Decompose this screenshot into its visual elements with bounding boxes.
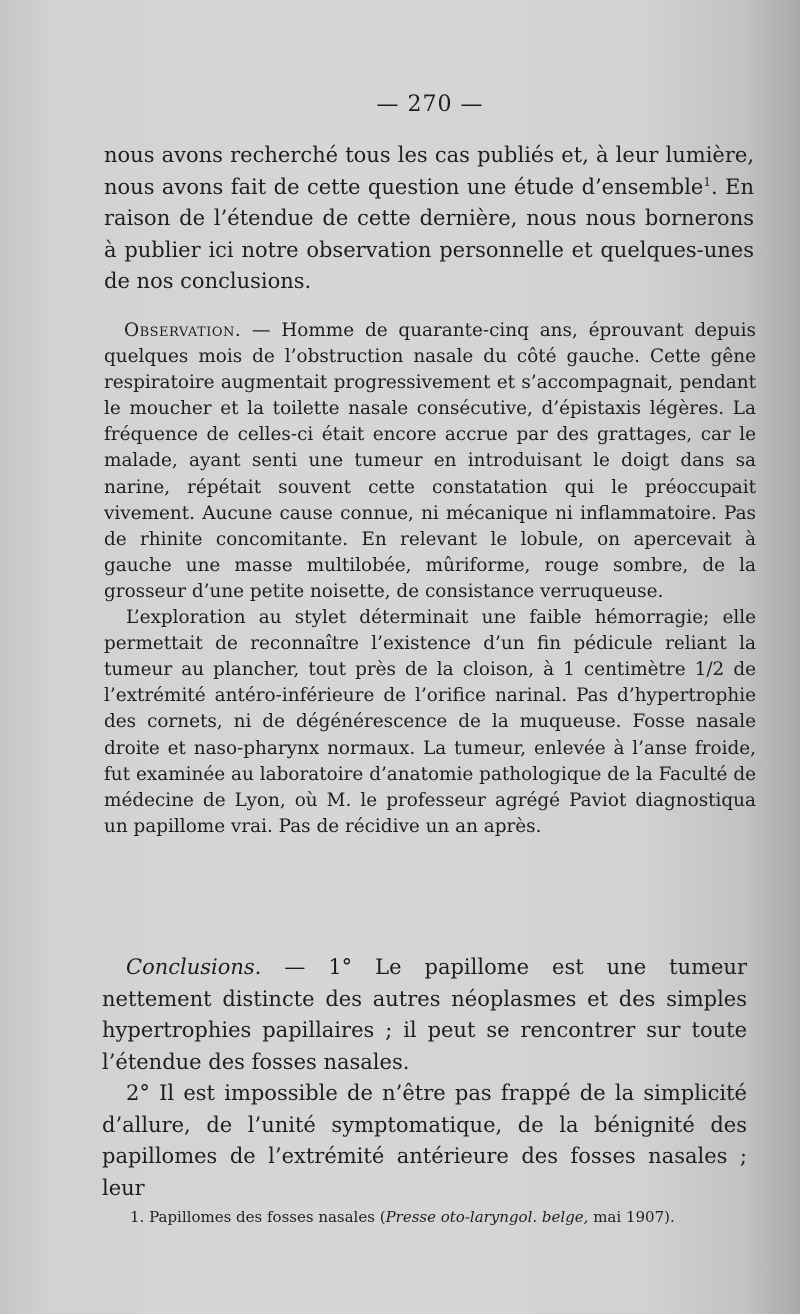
footnote <box>130 1206 750 1228</box>
intro-text-continued: . En raison de l’étendue de cette dernière, nous nous bornerons à publier ici notre observation personnelle et quelques-unes de nos conclusions. <box>104 174 754 293</box>
conclusions-paragraph-1 <box>102 952 747 1078</box>
footnote-source: Presse oto-laryngol. belge, <box>385 1208 589 1226</box>
observation-text-1: — Homme de quarante-cinq ans, éprouvant depuis quelques mois de l’obstruction nasale du côté gauche. Cette gêne respiratoire augmentait progressivement et s’accompagnait, pendant le moucher et la toilette nasale consécutive, d’épistaxis légères. La fréquence de celles-ci était encore accrue par des grattages, car le malade, ayant senti une tumeur en introduisant le doigt dans sa narine, répétait souvent cette constatation qui le préoccupait vivement. Aucune cause connue, ni mécanique ni inflammatoire. Pas de rhinite concomitante. En relevant le lobule, on apercevait à gauche une masse multilobée, mûriforme, rouge sombre, de la grosseur d’une petite noisette, de consistance verruqueuse. <box>104 320 756 602</box>
footnote-reference: 1 <box>703 174 711 189</box>
footnote-marker: 1. <box>130 1208 145 1226</box>
conclusions-text-1: — 1° Le papillome est une tumeur nettement distincte des autres néoplasmes et des simples hypertrophies papillaires ; il peut se rencontrer sur toute l’étendue des fosses nasales. <box>102 955 747 1074</box>
footnote-title: Papillomes des fosses nasales ( <box>149 1208 386 1226</box>
conclusions-section <box>102 952 747 1204</box>
footnote-date: mai 1907). <box>588 1208 675 1226</box>
observation-paragraph-2: L’exploration au stylet déterminait une faible hémorragie; elle permettait de reconnaître l’existence d’un fin pédicule reliant la tumeur au plancher, tout près de la cloison, à 1 centimètre 1/2 de l’extrémité antéro-inférieure de l’orifice narinal. Pas d’hypertrophie des cornets, ni de dégénérescence de la muqueuse. Fosse nasale droite et naso-pharynx normaux. La tumeur, enlevée à l’anse froide, fut examinée au laboratoire d’anatomie pathologique de la Faculté de médecine de Lyon, où M. le professeur agrégé Paviot diagnostiqua un papillome vrai. Pas de récidive un an après. <box>104 607 756 837</box>
intro-text: nous avons recherché tous les cas publiés et, à leur lumière, nous avons fait de cette question une étude d’ensemble <box>104 143 754 199</box>
page-number: — 270 — <box>376 92 484 117</box>
observation-heading: Observation. <box>124 320 242 341</box>
observation-paragraph-1 <box>104 318 756 605</box>
conclusions-heading: Conclusions. <box>126 955 262 979</box>
observation-section <box>104 318 756 840</box>
intro-paragraph <box>104 140 754 298</box>
conclusions-paragraph-2: 2° Il est impossible de n’être pas frappé de la simplicité d’allure, de l’unité symptomatique, de la bénignité des papillomes de l’extrémité antérieure des fosses nasales ; leur <box>102 1081 747 1200</box>
